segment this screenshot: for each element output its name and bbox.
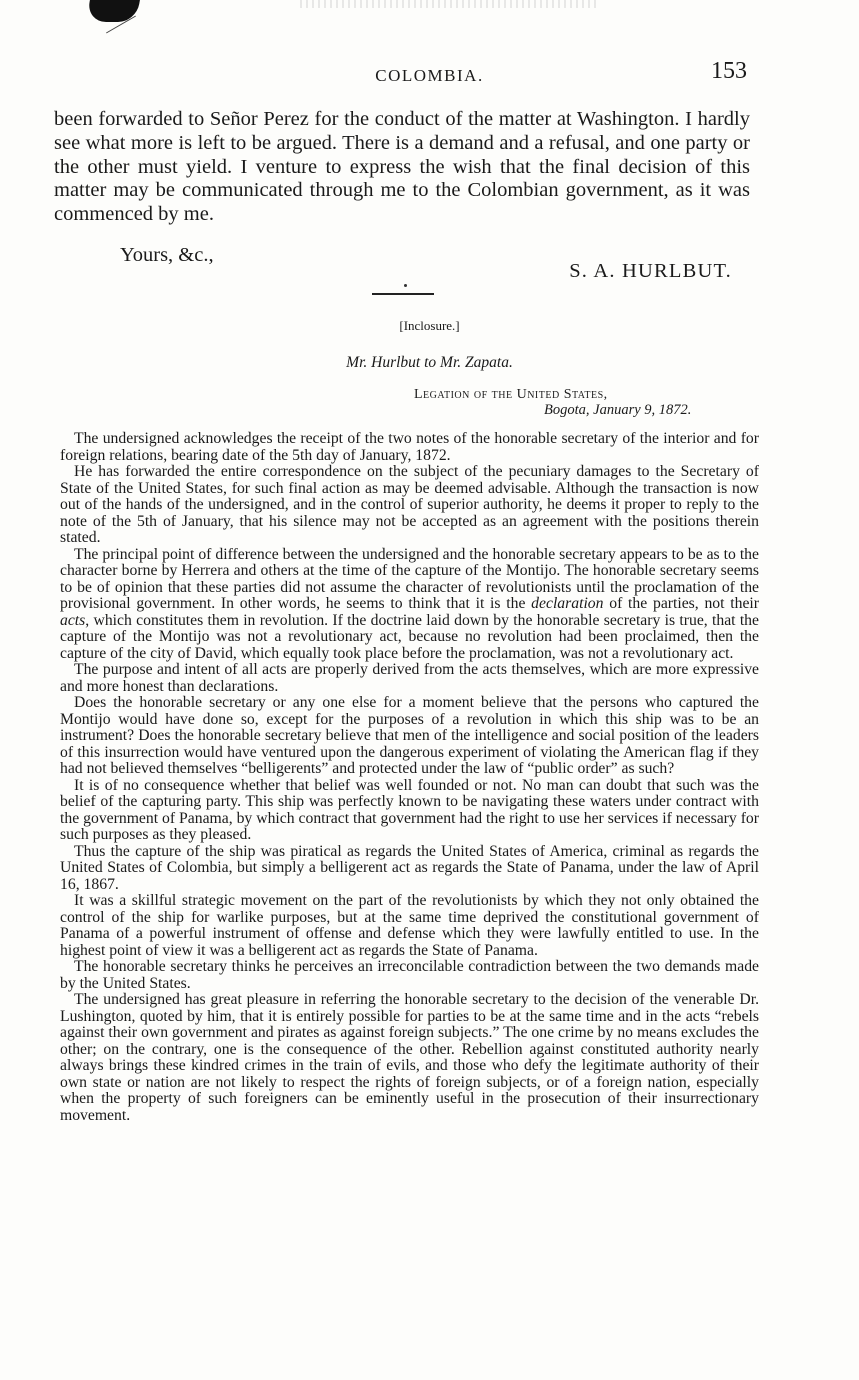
divider-dot [404,284,407,287]
paragraph-9: The honorable secretary thinks he perceives an irreconcilable contradiction between the two demands made by the United States. [60,958,759,992]
paragraph-6: It is of no consequence whether that belief was well founded or not. No man can doubt that such was the belief of the capturing party. This ship was perfectly known to be navigating these waters under contract with the government of Panama, by which contract that government had the right to use her services if necessary for such purposes as they pleased. [60,776,759,843]
paragraph-7: Thus the capture of the ship was piratical as regards the United States of America, criminal as regards the United States of Colombia, but simply a belligerent act as regards the State of Panama, under the law of April 16, 1867. [60,842,759,893]
paragraph-8: It was a skillful strategic movement on the part of the revolutionists by which they not only obtained the control of the ship for warlike purposes, but at the same time deprived the constitutional government of Panama of a powerful instrument of offense and defense which they were lawfully entitled to use. In the highest point of view it was a belligerent act as regards the State of Panama. [60,892,759,959]
paragraph-1: The undersigned acknowledges the receipt of the two notes of the honorable secretary of the interior and for foreign relations, bearing date of the 5th day of January, 1872. [60,430,759,464]
paragraph-2: He has forwarded the entire correspondence on the subject of the pecuniary damages to the Secretary of State of the United States, for such final action as may be deemed advisable. Although the transaction is now out of the hands of the undersigned, and in the control of superior authority, he deems it proper to reply to the note of the 5th of January, that his silence may not be accepted as an agreement with the positions therein stated. [60,463,759,546]
emphasis-declaration: declaration [531,595,604,612]
legation-line: Legation of the United States, [414,387,608,402]
letter-heading: Mr. Hurlbut to Mr. Zapata. [346,354,513,371]
paragraph-4: The purpose and intent of all acts are properly derived from the acts themselves, which are more expressive and more honest than declarations. [60,661,759,695]
closing-salutation: Yours, &c., [120,244,214,266]
section-divider [372,293,434,295]
scan-speckle [300,0,600,8]
paragraph-3 [60,547,759,663]
dateline: Bogota, January 9, 1872. [544,402,692,418]
paragraph-10: The undersigned has great pleasure in referring the honorable secretary to the decision of the venerable Dr. Lushington, quoted by him, that it is entirely possible for parties to be at the same time and in the acts “rebels against their own government and pirates as against foreign subjects.” The one crime by no means excludes the other; on the contrary, one is the consequence of the other. Rebellion against constituted authority nearly always brings these kindred crimes in the train of evils, and those who defy the legitimate authority of their own state or nation are not likely to respect the rights of foreign subjects, or of a foreign nation, especially when the property of such foreigners can be eminently useful in the prosecution of their insurrectionary movement. [60,991,759,1124]
running-header: COLOMBIA. [375,66,484,85]
paragraph-5: Does the honorable secretary or any one else for a moment believe that the persons who captured the Montijo would have done so, except for the purposes of a revolution in which this ship was to be an instrument? Does the honorable secretary believe that men of the intelligence and social position of the leaders of this insurrection would have ventured upon the dangerous experiment of violating the American flag if they had not believed themselves “belligerents” and protected under the law of “public order” as such? [60,694,759,777]
page-number: 153 [711,58,747,84]
emphasis-acts: acts [60,611,86,629]
paragraph-3-part-a: The principal point of difference between the undersigned and the honorable secretary appears to be as to the character borne by Herrera and others at the time of the capture of the Montijo. The honorable secretary seems to be of opinion that these parties did not assume the character of revolutionists until the proclamation of the provisional government. In other words, he seems to think that it is the [60,545,759,612]
signature: S. A. HURLBUT. [569,260,732,282]
letter-closing [54,244,750,282]
paragraph-3-part-b: of the parties, not their [603,595,759,612]
letter-body [54,108,750,227]
inclosure-label: [Inclosure.] [399,318,460,333]
enclosure-body [60,431,759,1124]
paragraph-3-part-c: , which constitutes them in revolution. If the doctrine laid down by the honorable secretary is true, that the capture of the Montijo was not a revolutionary act, because no revolution had been proclaimed, then the capture of the city of David, which equally took place before the proclamation, was not a revolutionary act. [60,611,759,662]
letter-paragraph: been forwarded to Señor Perez for the conduct of the matter at Washington. I hardly see what more is left to be argued. There is a demand and a refusal, and one party or the other must yield. I venture to express the wish that the final decision of this matter may be communicated through me to the Colombian government, as it was commenced by me. [54,108,750,226]
